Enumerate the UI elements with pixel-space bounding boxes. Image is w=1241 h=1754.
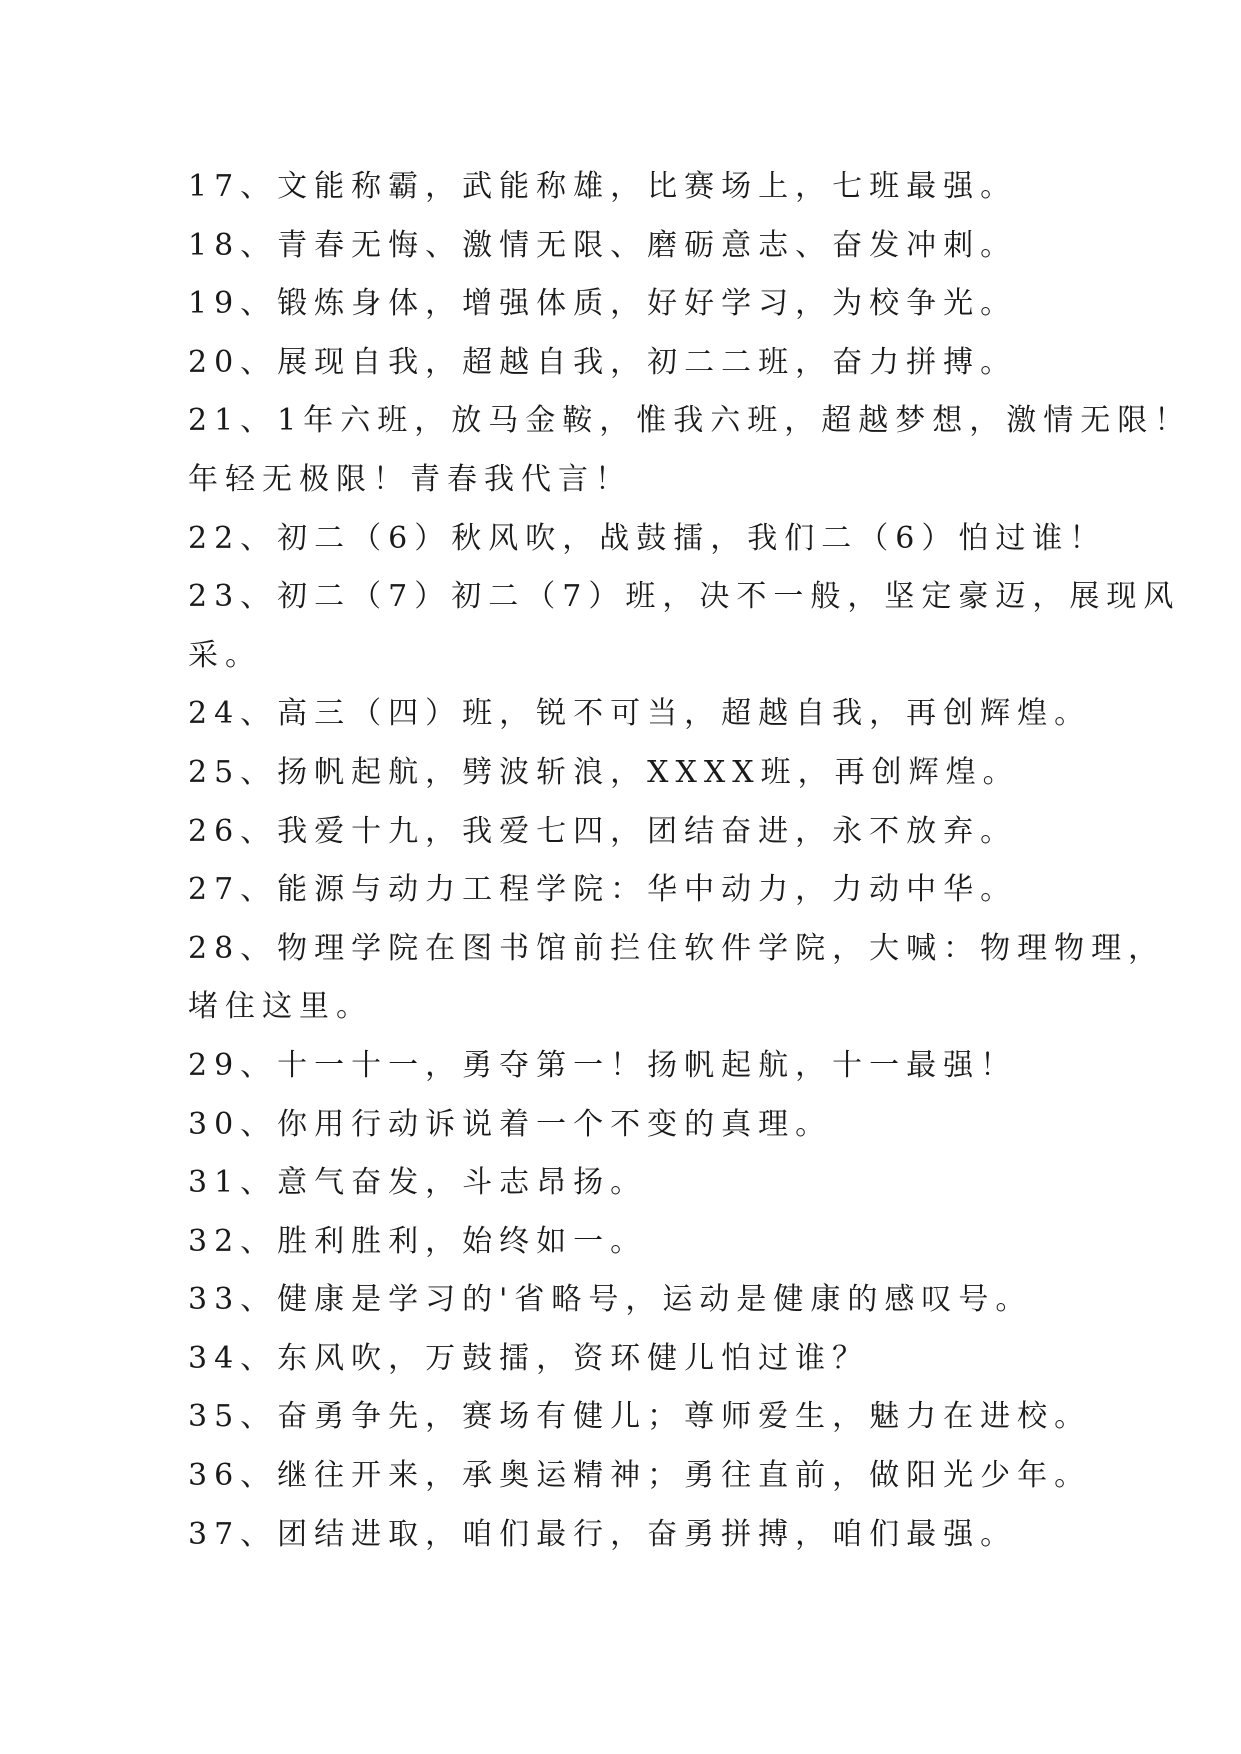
text-line: 29、十一十一，勇夺第一！扬帆起航，十一最强！ — [188, 1047, 1018, 1083]
text-line: 21、1年六班，放马金鞍，惟我六班，超越梦想，激情无限！ — [188, 403, 1192, 439]
text-line: 33、健康是学习的'省略号，运动是健康的感叹号。 — [188, 1282, 1033, 1318]
text-line: 37、团结进取，咱们最行，奋勇拼搏，咱们最强。 — [188, 1516, 1018, 1552]
text-line: 28、物理学院在图书馆前拦住软件学院，大喊：物理物理， — [188, 930, 1166, 966]
text-line: 22、初二（6）秋风吹，战鼓擂，我们二（6）怕过谁！ — [188, 520, 1107, 556]
text-line: 18、青春无悔、激情无限、磨砺意志、奋发冲刺。 — [188, 227, 1018, 263]
text-line: 26、我爱十九，我爱七四，团结奋进，永不放弃。 — [188, 813, 1018, 849]
text-line: 35、奋勇争先，赛场有健儿；尊师爱生，魅力在进校。 — [188, 1399, 1092, 1435]
text-line: 24、高三（四）班，锐不可当，超越自我，再创辉煌。 — [188, 696, 1092, 732]
slogan-list — [188, 158, 1192, 1564]
text-line: 17、文能称霸，武能称雄，比赛场上，七班最强。 — [188, 169, 1018, 204]
text-line: 34、东风吹，万鼓擂，资环健儿怕过谁？ — [188, 1340, 870, 1376]
text-line: 采。 — [188, 637, 262, 673]
text-line: 25、扬帆起航，劈波斩浪，XXXX班，再创辉煌。 — [188, 754, 1020, 790]
text-line: 31、意气奋发，斗志昂扬。 — [188, 1165, 648, 1201]
text-line: 19、锻炼身体，增强体质，好好学习，为校争光。 — [188, 286, 1018, 322]
text-line: 堵住这里。 — [188, 989, 373, 1025]
text-line: 32、胜利胜利，始终如一。 — [188, 1223, 648, 1259]
text-line: 23、初二（7）初二（7）班，决不一般，坚定豪迈，展现风 — [188, 579, 1181, 615]
text-line: 27、能源与动力工程学院：华中动力，力动中华。 — [188, 872, 1018, 908]
text-line: 36、继往开来，承奥运精神；勇往直前，做阳光少年。 — [188, 1458, 1092, 1494]
text-line: 30、你用行动诉说着一个不变的真理。 — [188, 1106, 833, 1142]
text-line: 年轻无极限！青春我代言！ — [188, 461, 632, 497]
text-line: 20、展现自我，超越自我，初二二班，奋力拼搏。 — [188, 344, 1018, 380]
